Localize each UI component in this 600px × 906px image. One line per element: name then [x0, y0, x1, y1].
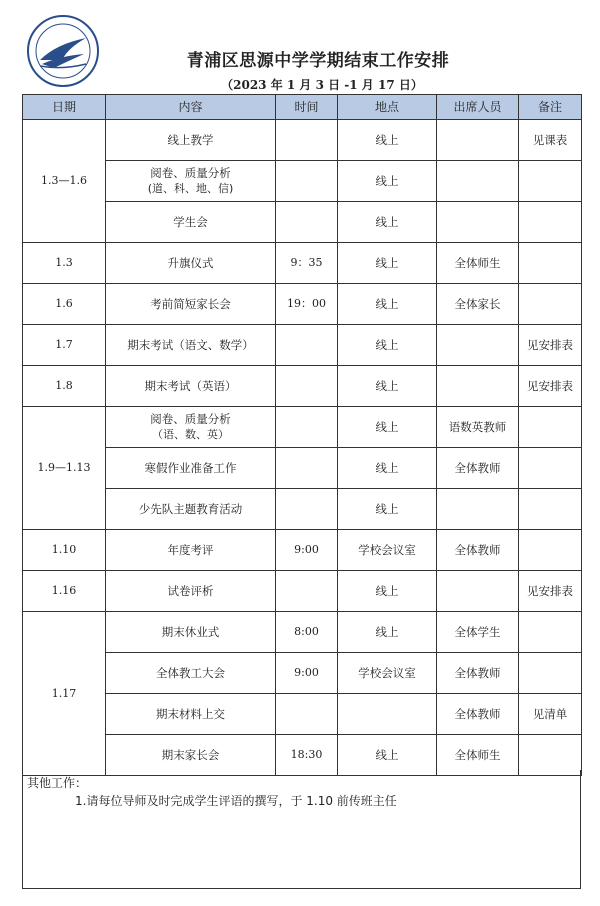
place-cell: 线上 [338, 325, 437, 366]
table-row [23, 530, 582, 571]
date-cell: 1.3—1.6 [23, 120, 106, 243]
place-cell: 线上 [338, 571, 437, 612]
content-cell: 全体教工大会 [106, 653, 276, 694]
note-cell [519, 448, 582, 489]
header-date: 日期 [23, 95, 106, 120]
attendees-cell [437, 120, 519, 161]
time-cell [276, 571, 338, 612]
time-cell [276, 120, 338, 161]
content-cell: 升旗仪式 [106, 243, 276, 284]
note-cell [519, 407, 582, 448]
place-cell: 线上 [338, 448, 437, 489]
table-row [23, 325, 582, 366]
note-cell: 见清单 [519, 694, 582, 735]
note-cell [519, 202, 582, 243]
table-row [23, 366, 582, 407]
time-cell: 19：00 [276, 284, 338, 325]
place-cell: 线上 [338, 120, 437, 161]
place-cell: 线上 [338, 161, 437, 202]
table-row [23, 120, 582, 161]
time-cell [276, 489, 338, 530]
content-cell: 少先队主题教育活动 [106, 489, 276, 530]
content-subtext: (道、科、地、信) [147, 182, 234, 195]
time-cell [276, 448, 338, 489]
table-row [23, 284, 582, 325]
header-note: 备注 [519, 95, 582, 120]
content-cell [106, 161, 276, 202]
table-row [23, 161, 582, 202]
note-cell: 见安排表 [519, 366, 582, 407]
time-cell [276, 325, 338, 366]
note-cell [519, 530, 582, 571]
attendees-cell: 全体师生 [437, 243, 519, 284]
time-cell: 18:30 [276, 735, 338, 776]
note-cell: 见安排表 [519, 571, 582, 612]
date-cell: 1.7 [23, 325, 106, 366]
note-cell: 见课表 [519, 120, 582, 161]
table-row [23, 243, 582, 284]
time-cell [276, 407, 338, 448]
attendees-cell [437, 489, 519, 530]
document-title: 青浦区思源中学学期结束工作安排 [186, 51, 450, 71]
place-cell: 线上 [338, 243, 437, 284]
date-cell: 1.8 [23, 366, 106, 407]
content-cell: 考前简短家长会 [106, 284, 276, 325]
content-cell: 期末休业式 [106, 612, 276, 653]
table-row [23, 407, 582, 448]
time-cell [276, 366, 338, 407]
attendees-cell: 全体家长 [437, 284, 519, 325]
header-place: 地点 [338, 95, 437, 120]
time-cell [276, 694, 338, 735]
attendees-cell: 全体教师 [437, 530, 519, 571]
table-row [23, 612, 582, 653]
place-cell: 线上 [338, 735, 437, 776]
table-row [23, 448, 582, 489]
attendees-cell [437, 325, 519, 366]
date-cell: 1.3 [23, 243, 106, 284]
place-cell: 学校会议室 [338, 653, 437, 694]
attendees-cell: 全体师生 [437, 735, 519, 776]
place-cell: 学校会议室 [338, 530, 437, 571]
content-cell: 学生会 [106, 202, 276, 243]
header-attendees: 出席人员 [437, 95, 519, 120]
content-cell: 期末材料上交 [106, 694, 276, 735]
note-cell: 见安排表 [519, 325, 582, 366]
content-text: 阅卷、质量分析 [150, 166, 231, 180]
header-time: 时间 [276, 95, 338, 120]
attendees-cell [437, 202, 519, 243]
time-cell: 9:00 [276, 653, 338, 694]
date-cell: 1.16 [23, 571, 106, 612]
note-cell [519, 653, 582, 694]
table-row [23, 202, 582, 243]
content-cell: 寒假作业准备工作 [106, 448, 276, 489]
note-cell [519, 612, 582, 653]
content-cell: 线上教学 [106, 120, 276, 161]
date-cell: 1.9—1.13 [23, 407, 106, 530]
content-cell: 期末家长会 [106, 735, 276, 776]
date-cell: 1.6 [23, 284, 106, 325]
place-cell: 线上 [338, 366, 437, 407]
date-cell: 1.10 [23, 530, 106, 571]
time-cell: 8:00 [276, 612, 338, 653]
table-row [23, 653, 582, 694]
attendees-cell [437, 571, 519, 612]
place-cell: 线上 [338, 612, 437, 653]
content-cell: 年度考评 [106, 530, 276, 571]
attendees-cell: 全体学生 [437, 612, 519, 653]
header-content: 内容 [106, 95, 276, 120]
other-work-title: 其他工作： [27, 776, 88, 790]
date-range-subtitle: （2023 年 1 月 3 日 -1 月 17 日） [221, 78, 423, 92]
content-text: 阅卷、质量分析 [150, 412, 231, 426]
content-subtext: （语、数、英） [152, 428, 229, 441]
place-cell: 线上 [338, 407, 437, 448]
content-cell: 期末考试（语文、数学） [106, 325, 276, 366]
place-cell: 线上 [338, 202, 437, 243]
schedule-table [22, 94, 582, 776]
note-cell [519, 284, 582, 325]
content-cell [106, 407, 276, 448]
other-work-item: 1.请每位导师及时完成学生评语的撰写，于 1.10 前传班主任 [75, 794, 397, 808]
time-cell [276, 202, 338, 243]
content-cell: 试卷评析 [106, 571, 276, 612]
table-row [23, 694, 582, 735]
date-cell: 1.17 [23, 612, 106, 776]
content-cell: 期末考试（英语） [106, 366, 276, 407]
table-header-row [23, 95, 582, 120]
place-cell [338, 694, 437, 735]
note-cell [519, 489, 582, 530]
place-cell: 线上 [338, 489, 437, 530]
table-row [23, 489, 582, 530]
attendees-cell: 全体教师 [437, 694, 519, 735]
note-cell [519, 161, 582, 202]
attendees-cell: 全体教师 [437, 448, 519, 489]
attendees-cell: 语数英教师 [437, 407, 519, 448]
time-cell: 9:00 [276, 530, 338, 571]
attendees-cell [437, 161, 519, 202]
time-cell [276, 161, 338, 202]
note-cell [519, 243, 582, 284]
table-row [23, 571, 582, 612]
attendees-cell [437, 366, 519, 407]
other-work-section [22, 770, 581, 889]
attendees-cell: 全体教师 [437, 653, 519, 694]
time-cell: 9：35 [276, 243, 338, 284]
place-cell: 线上 [338, 284, 437, 325]
